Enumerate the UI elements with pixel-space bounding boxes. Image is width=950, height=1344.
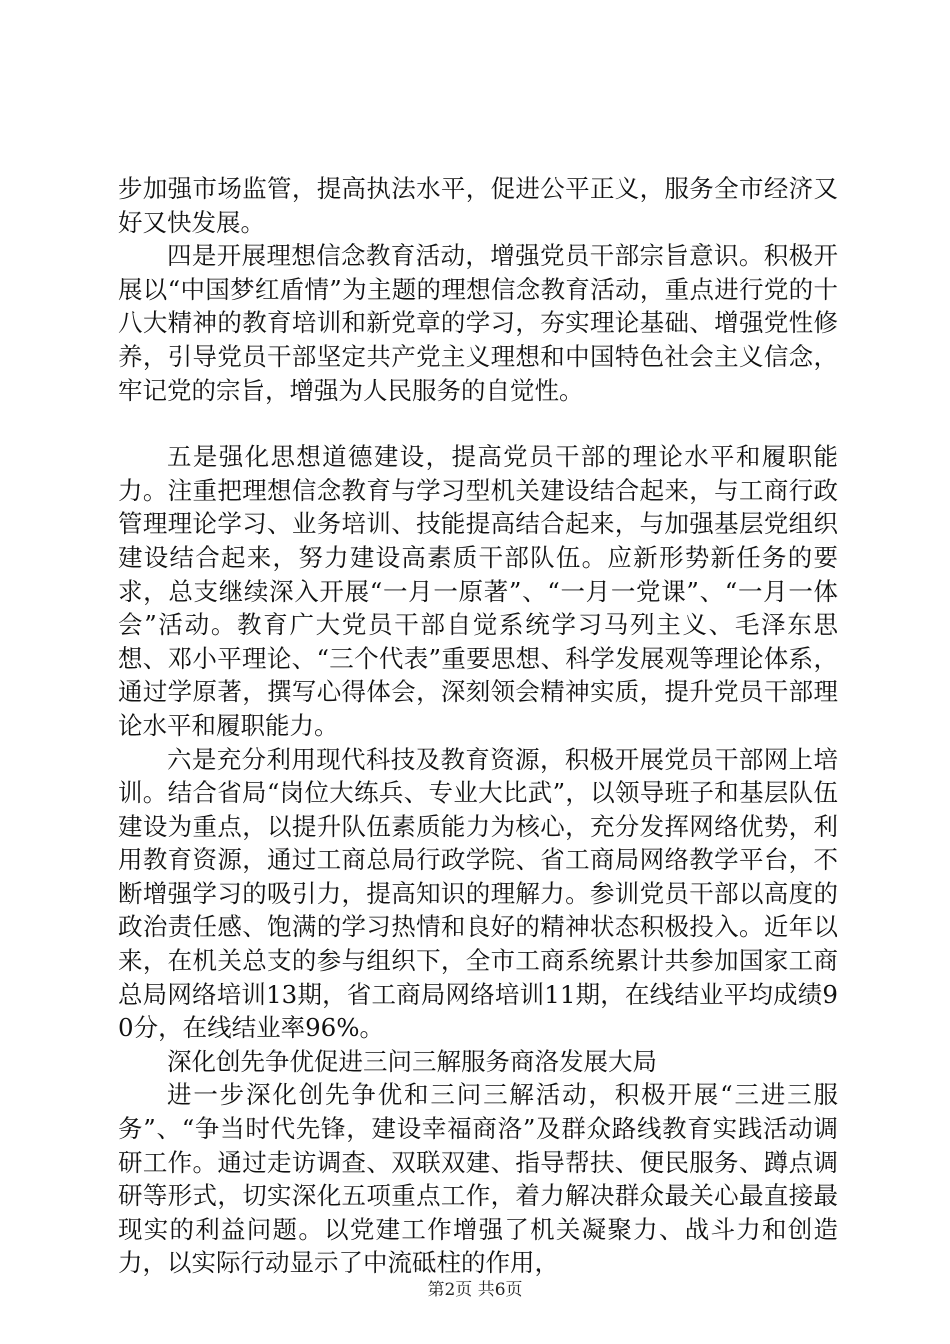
paragraph-section-body: 进一步深化创先争优和三问三解活动，积极开展“三进三服务”、“争当时代先锋，建设幸福商洛”及群众路线教育实践活动调研工作。通过走访调查、双联双建、指导帮扶、便民服务、蹲点调研等形式，切实深化五项重点工作，着力解决群众最关心最直接最现实的利益问题。以党建工作增强了机关凝聚力、战斗力和创造力，以实际行动显示了中流砥柱的作用， <box>118 1080 838 1278</box>
paragraph-four: 四是开展理想信念教育活动，增强党员干部宗旨意识。积极开展以“中国梦红盾情”为主题的理想信念教育活动，重点进行党的十八大精神的教育培训和新党章的学习，夯实理论基础、增强党性修养，引导党员干部坚定共产党主义理想和中国特色社会主义信念，牢记党的宗旨，增强为人民服务的自觉性。 <box>118 241 838 405</box>
paragraph-five: 五是强化思想道德建设，提高党员干部的理论水平和履职能力。注重把理想信念教育与学习型机关建设结合起来，与工商行政管理理论学习、业务培训、技能提高结合起来，与加强基层党组织建设结合起来，努力建设高素质干部队伍。应新形势新任务的要求，总支继续深入开展“一月一原著”、“一月一党课”、“一月一体会”活动。教育广大党员干部自觉系统学习马列主义、毛泽东思想、邓小平理论、“三个代表”重要思想、科学发展观等理论体系，通过学原著，撰写心得体会，深刻领会精神实质，提升党员干部理论水平和履职能力。 <box>118 442 838 740</box>
page-number-footer: 第2页 共6页 <box>427 1280 523 1300</box>
paragraph-six: 六是充分利用现代科技及教育资源，积极开展党员干部网上培训。结合省局“岗位大练兵、专业大比武”，以领导班子和基层队伍建设为重点，以提升队伍素质能力为核心，充分发挥网络优势，利用教育资源，通过工商总局行政学院、省工商局网络教学平台，不断增强学习的吸引力，提高知识的理解力。参训党员干部以高度的政治责任感、饱满的学习热情和良好的精神状态积极投入。近年以来，在机关总支的参与组织下，全市工商系统累计共参加国家工商总局网络培训13期，省工商局网络培训11期，在线结业平均成绩90分，在线结业率96%。 <box>118 744 838 1043</box>
document-body <box>118 172 838 1280</box>
section-heading: 深化创先争优促进三问三解服务商洛发展大局 <box>167 1046 657 1076</box>
paragraph-continuation: 步加强市场监管，提高执法水平，促进公平正义，服务全市经济又好又快发展。 <box>118 174 838 237</box>
